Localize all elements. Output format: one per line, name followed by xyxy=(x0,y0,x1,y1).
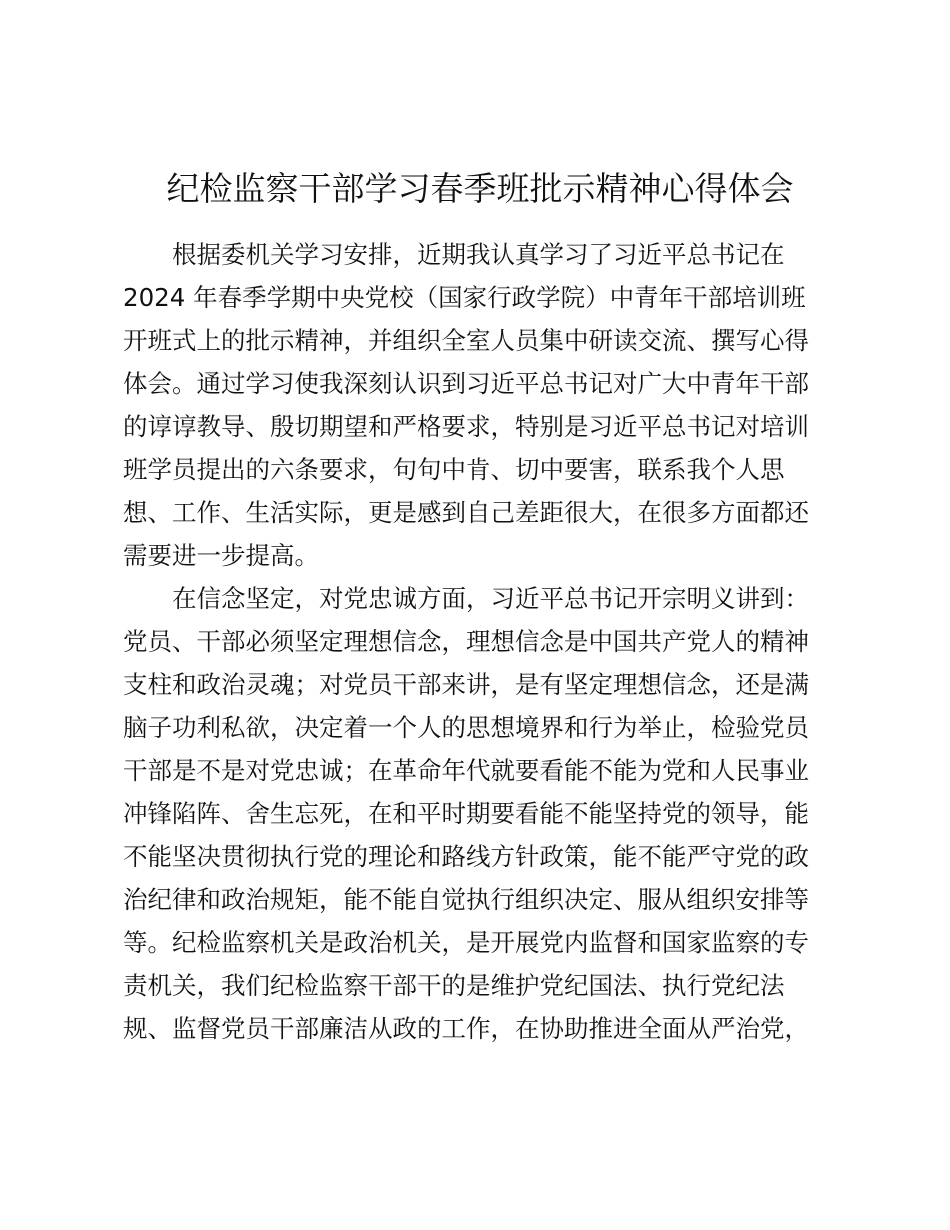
text-line-10: 党员、干部必须坚定理想信念，理想信念是中国共产党人的精神 xyxy=(123,627,809,656)
text-line-8: 需要进一步提高。 xyxy=(123,541,319,570)
text-line-18: 责机关，我们纪检监察干部干的是维护党纪国法、执行党纪法 xyxy=(123,971,785,1000)
text-line-2: 2024 年春季学期中央党校（国家行政学院）中青年干部培训班 xyxy=(123,283,806,312)
text-line-13: 干部是不是对党忠诚；在革命年代就要看能不能为党和人民事业 xyxy=(123,756,809,785)
text-line-5: 的谆谆教导、殷切期望和严格要求，特别是习近平总书记对培训 xyxy=(123,412,809,441)
text-line-1: 根据委机关学习安排，近期我认真学习了习近平总书记在 xyxy=(172,240,785,269)
text-line-16: 治纪律和政治规矩，能不能自觉执行组织决定、服从组织安排等 xyxy=(123,885,809,914)
text-line-17: 等。纪检监察机关是政治机关，是开展党内监督和国家监察的专 xyxy=(123,928,809,957)
text-line-14: 冲锋陷阵、舍生忘死，在和平时期要看能不能坚持党的领导，能 xyxy=(123,799,809,828)
text-line-19: 规、监督党员干部廉洁从政的工作，在协助推进全面从严治党， xyxy=(123,1014,809,1043)
text-line-4: 体会。通过学习使我深刻认识到习近平总书记对广大中青年干部 xyxy=(123,369,809,398)
text-line-15: 不能坚决贯彻执行党的理论和路线方针政策，能不能严守党的政 xyxy=(123,842,809,871)
text-line-12: 脑子功利私欲，决定着一个人的思想境界和行为举止，检验党员 xyxy=(123,713,809,742)
document-title: 纪检监察干部学习春季班批示精神心得体会 xyxy=(166,169,794,208)
text-line-6: 班学员提出的六条要求，句句中肯、切中要害，联系我个人思 xyxy=(123,455,785,484)
text-line-9: 在信念坚定，对党忠诚方面，习近平总书记开宗明义讲到： xyxy=(172,584,809,613)
text-line-3: 开班式上的批示精神，并组织全室人员集中研读交流、撰写心得 xyxy=(123,326,809,355)
text-line-7: 想、工作、生活实际，更是感到自己差距很大，在很多方面都还 xyxy=(123,498,809,527)
text-line-11: 支柱和政治灵魂；对党员干部来讲，是有坚定理想信念，还是满 xyxy=(123,670,809,699)
